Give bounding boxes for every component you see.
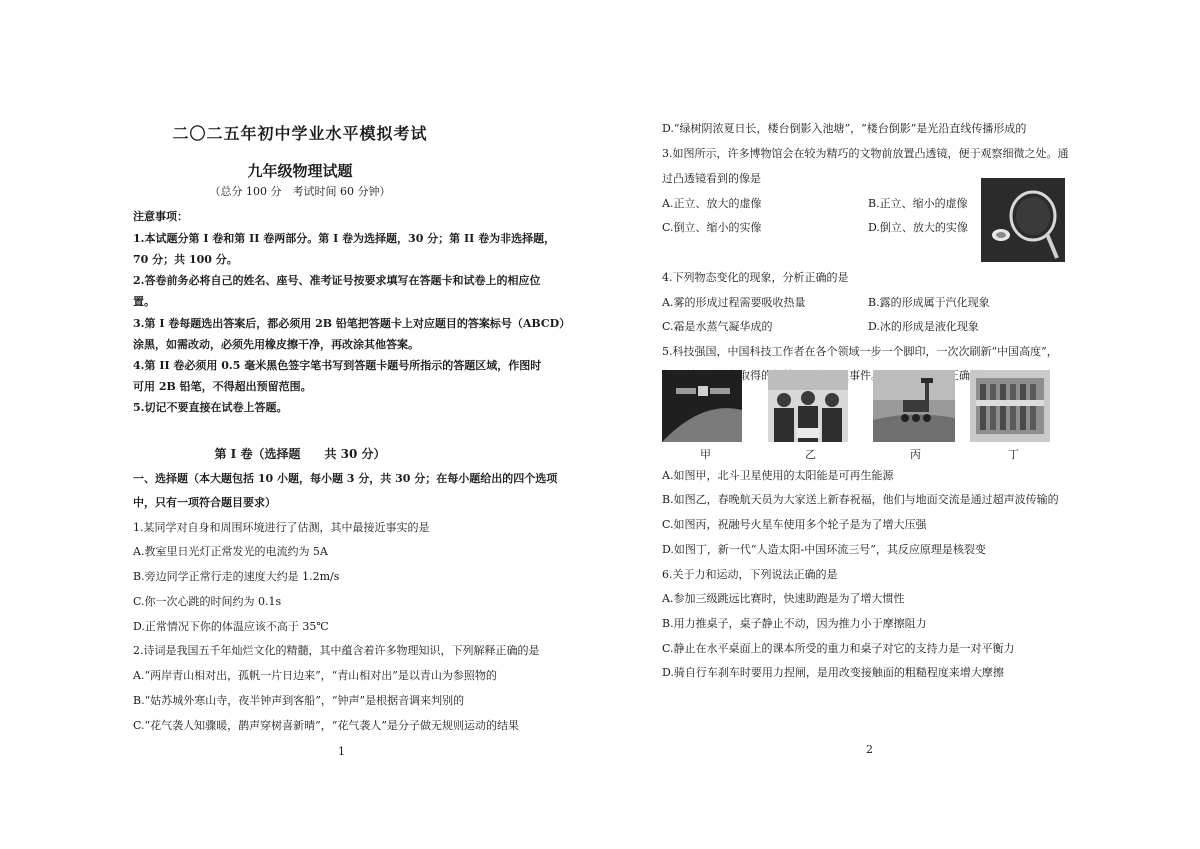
question-option: C.你一次心跳的时间约为 0.1s (133, 595, 282, 608)
note-line: 5.切记不要直接在试卷上答题。 (133, 401, 288, 414)
figure-caption: 甲 (700, 448, 711, 461)
exam-info: （总分 100 分 考试时间 60 分钟） (209, 185, 391, 198)
note-line: 涂黑，如需改动，必须先用橡皮擦干净，再改涂其他答案。 (133, 338, 419, 351)
question-stem: 过凸透镜看到的像是 (662, 172, 761, 185)
question-option: A.参加三级跳远比赛时，快速助跑是为了增大惯性 (662, 592, 905, 605)
question-option: A.教室里日光灯正常发光的电流约为 5A (133, 545, 328, 558)
note-line: 4.第 II 卷必须用 0.5 毫米黑色签字笔书写到答题卡题号所指示的答题区域，作图时 (133, 359, 542, 372)
question-option: B.“姑苏城外寒山寺，夜半钟声到客船”，“钟声”是根据音调来判别的 (133, 694, 465, 707)
mars-rover-photo (873, 370, 955, 442)
figure-caption: 丁 (1008, 448, 1019, 461)
question-option: D.骑自行车刹车时要用力捏闸，是用改变接触面的粗糙程度来增大摩擦 (662, 666, 1004, 679)
page-right (600, 0, 1200, 849)
question-option: A.正立、放大的虚像 (662, 197, 762, 210)
question-option: A.如图甲，北斗卫星使用的太阳能是可再生能源 (662, 469, 894, 482)
figure-caption: 丙 (910, 448, 921, 461)
question-option: C.“花气袭人知骤暖，鹊声穿树喜新晴”，“花气袭人”是分子做无规则运动的结果 (133, 719, 520, 732)
note-line: 70 分；共 100 分。 (133, 253, 238, 266)
question-option: C.静止在水平桌面上的课本所受的重力和桌子对它的支持力是一对平衡力 (662, 642, 1015, 655)
note-line: 置。 (133, 295, 155, 308)
question-option: D.倒立、放大的实像 (868, 221, 968, 234)
question-stem: 5.科技强国，中国科技工作者在各个领域一步一个脚印，一次次刷新“中国高度”， (662, 345, 1058, 358)
question-option: B.露的形成属于汽化现象 (868, 296, 990, 309)
question-option: D.“绿树阴浓夏日长，楼台倒影入池塘”，“楼台倒影”是光沿直线传播形成的 (662, 122, 1027, 135)
note-line: 1.本试题分第 I 卷和第 II 卷两部分。第 I 卷为选择题，30 分；第 II 卷为非选择题， (133, 232, 556, 245)
question-option: B.如图乙，春晚航天员为大家送上新春祝福，他们与地面交流是通过超声波传输的 (662, 493, 1059, 506)
tokamak-photo (970, 370, 1050, 442)
astronauts-photo-img (768, 370, 848, 442)
note-line: 3.第 I 卷每题选出答案后，都必须用 2B 铅笔把答题卡上对应题目的答案标号（ABCD） (133, 317, 571, 330)
question-option: D.冰的形成是液化现象 (868, 320, 979, 333)
page-number: 2 (866, 743, 873, 756)
question-stem: 3.如图所示，许多博物馆会在较为精巧的文物前放置凸透镜，便于观察细微之处。通 (662, 147, 1069, 160)
question-stem: 4.下列物态变化的现象，分析正确的是 (662, 271, 849, 284)
exam-subtitle: 九年级物理试题 (247, 162, 353, 180)
question-option: C.霜是水蒸气凝华成的 (662, 320, 773, 333)
question-option: B.正立、缩小的虚像 (868, 197, 968, 210)
part-heading: 一、选择题（本大题包括 10 小题，每小题 3 分，共 30 分；在每小题给出的四个选项 (133, 472, 558, 485)
note-line: 可用 2B 铅笔，不得超出预留范围。 (133, 380, 312, 393)
exam-title: 二〇二五年初中学业水平模拟考试 (172, 124, 428, 143)
page-number: 1 (338, 745, 345, 758)
question-option: C.倒立、缩小的实像 (662, 221, 762, 234)
part-heading: 中，只有一项符合题目要求） (133, 496, 276, 509)
question-stem: 6.关于力和运动，下列说法正确的是 (662, 568, 838, 581)
note-line: 2.答卷前务必将自己的姓名、座号、准考证号按要求填写在答题卡和试卷上的相应位 (133, 274, 541, 287)
question-stem: 2.诗词是我国五千年灿烂文化的精髓，其中蕴含着许多物理知识，下列解释正确的是 (133, 644, 540, 657)
question-option: B.旁边同学正常行走的速度大约是 1.2m/s (133, 570, 340, 583)
figure-caption: 乙 (805, 448, 816, 461)
question-option: C.如图丙，祝融号火星车使用多个轮子是为了增大压强 (662, 518, 927, 531)
convex-lens-photo (981, 178, 1065, 262)
question-option: B.用力推桌子，桌子静止不动，因为推力小于摩擦阻力 (662, 617, 927, 630)
question-option: D.正常情况下你的体温应该不高于 35℃ (133, 620, 329, 633)
question-option: D.如图丁，新一代“人造太阳-中国环流三号”，其反应原理是核裂变 (662, 543, 986, 556)
notice-heading: 注意事项： (133, 210, 188, 223)
question-option: A.“两岸青山相对出，孤帆一片日边来”，“青山相对出”是以青山为参照物的 (133, 669, 497, 682)
question-option: A.雾的形成过程需要吸收热量 (662, 296, 806, 309)
section-heading: 第 I 卷（选择题 共 30 分） (214, 447, 386, 461)
question-stem: 1.某同学对自身和周围环境进行了估测，其中最接近事实的是 (133, 521, 430, 534)
satellite-photo (662, 370, 742, 442)
